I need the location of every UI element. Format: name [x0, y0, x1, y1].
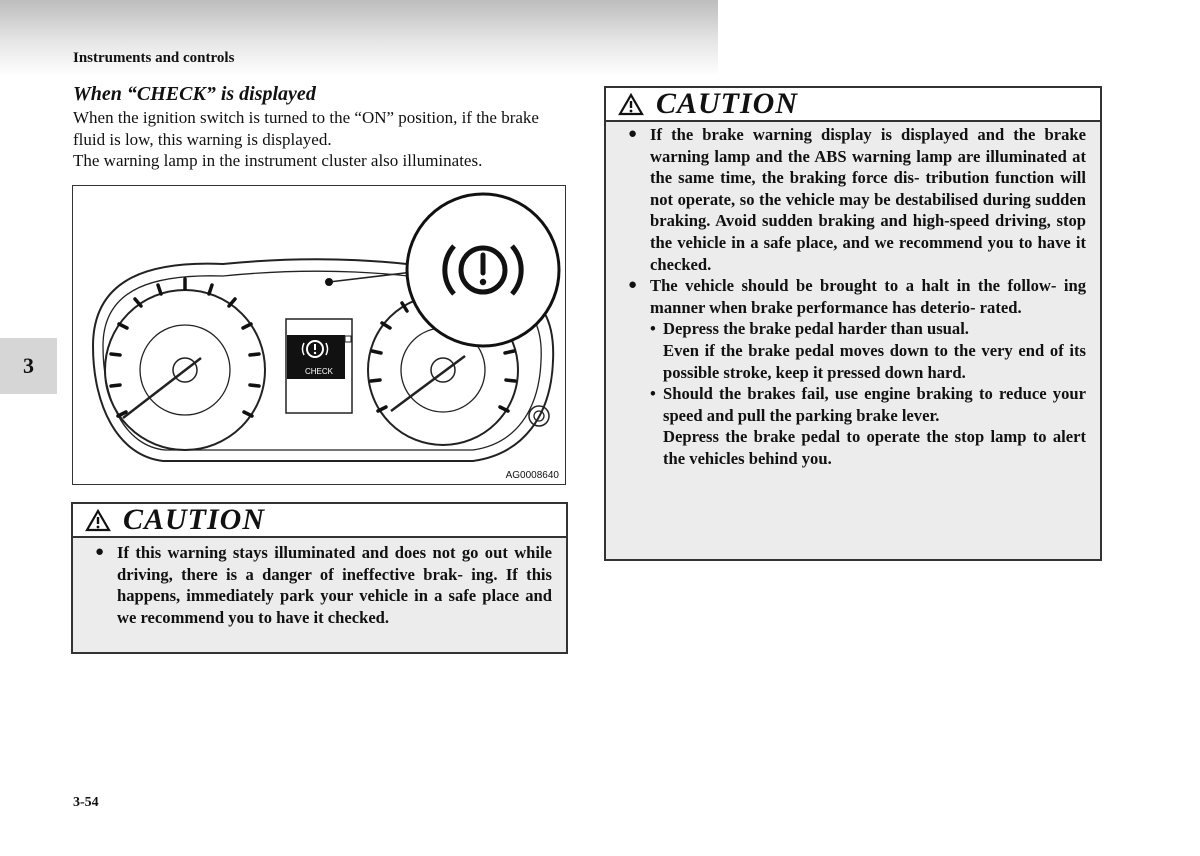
display-check-text: CHECK [304, 367, 334, 376]
warning-triangle-icon [85, 509, 111, 532]
instrument-cluster-figure [72, 185, 566, 485]
sub-item-detail: Depress the brake pedal to operate the stop lamp to alert the vehicles behind you. [663, 427, 1086, 468]
caution-item-text: The vehicle should be brought to a halt in the follow- ing manner when brake performance has deterio- rated. [650, 276, 1086, 317]
sub-item [650, 383, 1086, 469]
sub-bullet-icon: • [650, 319, 656, 339]
figure-id: AG0008640 [505, 470, 559, 481]
bullet-icon: ● [628, 126, 638, 142]
warning-triangle-icon [618, 93, 644, 116]
intro-paragraph: The warning lamp in the instrument cluster also illuminates. [73, 151, 483, 170]
caution-item-text: If the brake warning display is displayed and the brake warning lamp and the ABS warning lamp are illuminated at the same time, the braking force dis- tribution function will not operate, so the vehicle may be destabilised during sudden braking. Avoid sudden braking and high-speed driving, stop the vehicle in a safe place, and we recommend you to have it checked. [650, 125, 1086, 274]
subheading: When “CHECK” is displayed [73, 83, 316, 105]
caution-header [606, 88, 1100, 122]
page-number: 3-54 [73, 795, 99, 810]
caution-box-right [604, 86, 1102, 561]
caution-header [73, 504, 566, 538]
chapter-tab: 3 [0, 338, 57, 394]
sub-bullet-icon: • [650, 384, 656, 404]
caution-item [95, 542, 552, 628]
instrument-cluster-illustration [73, 186, 567, 486]
caution-title: CAUTION [656, 87, 799, 120]
caution-box-left [71, 502, 568, 654]
caution-item-content [650, 275, 1086, 469]
caution-item-text: If this warning stays illuminated and does not go out while driving, there is a danger of ineffective brak- ing. If this happens, immediately park your vehicle in a safe place and we recommend you to have it checked. [117, 543, 552, 627]
caution-item [628, 124, 1086, 275]
bullet-icon: ● [628, 277, 638, 294]
bullet-icon: ● [95, 544, 105, 560]
sub-item [650, 318, 1086, 383]
sub-item-text: Should the brakes fail, use engine braking to reduce your speed and pull the parking brake lever. [663, 384, 1086, 425]
caution-body [606, 122, 1100, 470]
sub-item-text: Depress the brake pedal harder than usual. [663, 319, 969, 339]
section-title: Instruments and controls [73, 50, 235, 66]
caution-title: CAUTION [123, 503, 266, 536]
intro-paragraph: When the ignition switch is turned to the “ON” position, if the brake fluid is low, this warning is displayed. [73, 108, 539, 149]
sub-item-content [663, 318, 1086, 383]
intro-text [73, 107, 573, 172]
caution-body [73, 538, 566, 628]
caution-item [628, 275, 1086, 469]
sub-item-detail: Even if the brake pedal moves down to the very end of its possible stroke, keep it pressed down hard. [663, 340, 1086, 382]
sub-item-content [663, 383, 1086, 469]
